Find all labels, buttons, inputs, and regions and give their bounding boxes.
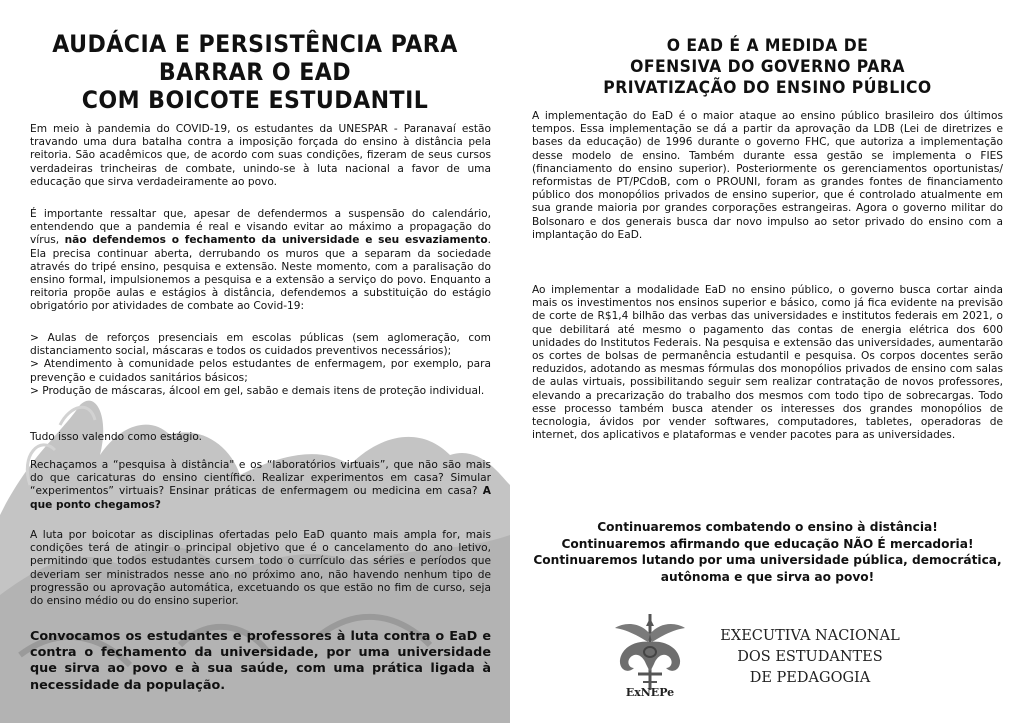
text-span: É importante ressaltar que, apesar de defendermos a suspensão do calendário, entendendo que a pandemia é real e visando evitar ao máximo a propagação do vírus, [30, 208, 491, 247]
left-headline-line: AUDÁCIA E PERSISTÊNCIA PARA [52, 30, 458, 58]
logo-caption: ExNEPe [625, 686, 675, 699]
right-headline [549, 36, 986, 99]
organization-name [695, 626, 925, 689]
list-item: > Atendimento à comunidade pelos estudantes de enfermagem, por exemplo, para prevenção e cuidados sanitários básicos; [30, 358, 491, 384]
left-paragraph-3: Tudo isso valendo como estágio. [30, 431, 202, 443]
right-headline-line: PRIVATIZAÇÃO DO ENSINO PÚBLICO [603, 78, 932, 98]
right-page [510, 0, 1023, 723]
list-item: > Produção de máscaras, álcool em gel, sabão e demais itens de proteção individual. [30, 384, 485, 397]
left-headline-line: COM BOICOTE ESTUDANTIL [81, 86, 429, 114]
slogan-line: Continuaremos lutando por uma universidade pública, democrática, [533, 553, 1002, 568]
slogan-line: autônoma e que sirva ao povo! [660, 569, 875, 584]
left-paragraph-5: A luta por boicotar as disciplinas ofertadas pelo EaD quanto mais ampla for, mais condições terá de atingir o principal objetivo que é o cancelamento do ano letivo, permitindo que todos estudantes cursem todo o currículo das séries e períodos que deveriam ser ministrados nesse ano no próximo ano, não havendo nenhum tipo de progressão ou aprovação automática, excetuando os que estão no fim de curso, seja do ensino médio ou do ensino superior. [30, 529, 491, 608]
left-page [0, 0, 510, 723]
left-headline-line: BARRAR O EAD [158, 58, 352, 86]
left-paragraph-2 [30, 208, 491, 314]
right-paragraph-1: A implementação do EaD é o maior ataque ao ensino público brasileiro dos últimos tempos. Essa implementação se dá a partir da aprovação da LDB (Lei de diretrizes e bases da educação) de 1996 durante o governo FHC, que autoriza a implementação desse modelo de ensino. Também durante essa gestão se implementa o FIES (financiamento do ensino superior). Posteriormente os gerenciamentos oportunistas/ reformistas de PT/PCdoB, com o PROUNI, foram as grandes fontes de financiamento público dos monopólios privados de ensino superior, que é controlado atualmente em sua grande maioria por grandes corporações estrangeiras. Agora o governo militar do Bolsonaro e dos generais busca dar novo impulso ao setor privado do ensino com a implantação do EaD. [532, 110, 1003, 241]
text-span: Rechaçamos a “pesquisa à distância" e os “laboratórios virtuais”, que não são mais do que caricaturas do ensino científico. Realizar experimentos em casa? Simular “experimentos” virtuais? Ensinar práticas de enfermagem ou medicina em casa? [30, 459, 491, 498]
closing-slogans [530, 519, 1005, 585]
emphasis-text: não defendemos o fechamento da universidade e seu esvaziamento [64, 234, 488, 247]
left-call-to-action: Convocamos os estudantes e professores à luta contra o EaD e contra o fechamento da universidade, por uma universidade que sirva ao povo e à sua saúde, com uma prática ligada à necessidade da população. [30, 629, 491, 693]
emphasis-text: A que ponto chegamos? [30, 485, 491, 511]
slogan-line: Continuaremos combatendo o ensino à distância! [597, 520, 938, 534]
list-item: > Aulas de reforços presenciais em escolas públicas (sem aglomeração, com distanciamento social, máscaras e todos os cuidados preventivos necessários); [30, 332, 491, 358]
right-paragraph-2: Ao implementar a modalidade EaD no ensino público, o governo busca cortar ainda mais os investimentos nos ensinos superior e básico, como já fica evidente na previsão de corte de R$1,4 bilhão das verbas das universidades e institutos federais em 2021, o que debilitará até mesmo o pagamento das contas de energia elétrica dos 600 unidades do Institutos Federais. Na pesquisa e extensão das universidades, aumentarão os cortes de bolsas de permanência estudantil e pesquisa. Os corpos docentes serão reduzidos, adotando as mesmas fórmulas dos monopólios privados de ensino com salas de aulas virtuais, possibilitando seguir sem realizar contratação de novos professores, elevando a precarização do trabalho dos mesmos com todo tipo de sobrecargas. Todo esse processo também busca atender os interesses dos grandes monopólios de tecnologia, ávidos por vender softwares, computadores, tabletes, operadoras de internet, dos aplicativos e plataformas e vender pacotes para as universidades. [532, 284, 1003, 442]
left-activity-list [30, 332, 491, 398]
org-name-line: DE PEDAGOGIA [749, 670, 871, 686]
org-name-line: DOS ESTUDANTES [737, 649, 883, 665]
right-headline-line: OFENSIVA DO GOVERNO PARA [630, 57, 905, 77]
left-headline [39, 30, 471, 114]
slogan-line: Continuaremos afirmando que educação NÃO É mercadoria! [561, 536, 974, 551]
org-name-line: EXECUTIVA NACIONAL [720, 628, 900, 644]
left-paragraph-4 [30, 459, 491, 512]
right-headline-line: O EAD É A MEDIDA DE [666, 36, 869, 56]
text-span: . Ela precisa continuar aberta, derrubando os muros que a separam da sociedade através do tripé ensino, pesquisa e extensão. Neste momento, com a paralisação do ensino formal, impulsionemos a pesquisa e a extensão a serviço do povo. Enquanto a reitoria propõe aulas e estágios à distância, defendemos a substituição do estágio obrigatório por atividades de combate ao Covid-19: [30, 234, 491, 313]
left-paragraph-1: Em meio à pandemia do COVID-19, os estudantes da UNESPAR - Paranavaí estão travando uma dura batalha contra a imposição forçada do ensino à distância pela reitoria. São acadêmicos que, de acordo com suas condições, fizeram de seus cursos verdadeiras trincheiras de combate, unindo-se à luta nacional a favor de uma educação que sirva verdadeiramente ao povo. [30, 123, 491, 188]
